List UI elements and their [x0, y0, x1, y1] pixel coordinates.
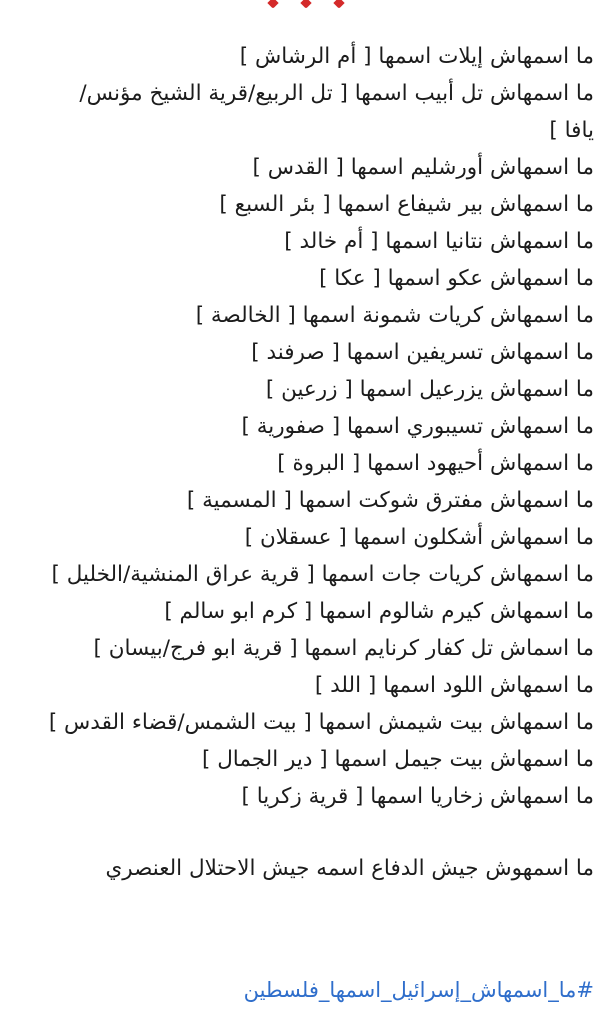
emoji-strip [0, 0, 612, 6]
post-line: ما اسمهاش أحيهود اسمها [ البروة ] [277, 451, 594, 476]
closing-line: ما اسمهوش جيش الدفاع اسمه جيش الاحتلال العنصري [105, 856, 594, 881]
post-line: ما اسمهاش عكو اسمها [ عكا ] [319, 266, 594, 291]
post-line: ما اسمهاش يزرعيل اسمها [ زرعين ] [265, 377, 594, 402]
heart-icon [300, 0, 311, 9]
post-line: ما اسمهاش زخاريا اسمها [ قرية زكريا ] [241, 784, 594, 809]
heart-icon [267, 0, 278, 9]
post-line: ما اسمهاش كريات جات اسمها [ قرية عراق المنشية/الخليل ] [51, 562, 594, 587]
post-line: ما اسمهاش كريات شمونة اسمها [ الخالصة ] [195, 303, 594, 328]
post-line: ما اسمهاش تسريفين اسمها [ صرفند ] [251, 340, 594, 365]
post-body [16, 38, 594, 887]
post-line: ما اسمهاش تل أبيب اسمها [ تل الربيع/قرية الشيخ مؤنس/ [79, 81, 594, 106]
paragraph-spacer [16, 815, 594, 850]
post-line: ما اسماش تل كفار كرنايم اسمها [ قرية ابو فرج/بيسان ] [93, 636, 594, 661]
post-line: ما اسمهاش بير شيفاع اسمها [ بئر السبع ] [219, 192, 594, 217]
post-line: ما اسمهاش إيلات اسمها [ أم الرشاش ] [239, 44, 594, 69]
heart-icon [333, 0, 344, 9]
post-line: ما اسمهاش نتانيا اسمها [ أم خالد ] [284, 229, 594, 254]
post-line: ما اسمهاش بيت شيمش اسمها [ بيت الشمس/قضاء القدس ] [48, 710, 594, 735]
post-line: ما اسمهاش تسيبوري اسمها [ صفورية ] [241, 414, 594, 439]
post-line: ما اسمهاش بيت جيمل اسمها [ دير الجمال ] [201, 747, 594, 772]
hashtag-link[interactable]: #ما_اسمهاش_إسرائيل_اسمها_فلسطين [243, 978, 594, 1002]
post-line: ما اسمهاش اللود اسمها [ اللد ] [314, 673, 594, 698]
post-line: يافا ] [549, 118, 594, 143]
post-line: ما اسمهاش مفترق شوكت اسمها [ المسمية ] [186, 488, 594, 513]
post-line: ما اسمهاش أورشليم اسمها [ القدس ] [252, 155, 594, 180]
post-line: ما اسمهاش أشكلون اسمها [ عسقلان ] [244, 525, 594, 550]
post-line: ما اسمهاش كيرم شالوم اسمها [ كرم ابو سالم ] [164, 599, 594, 624]
